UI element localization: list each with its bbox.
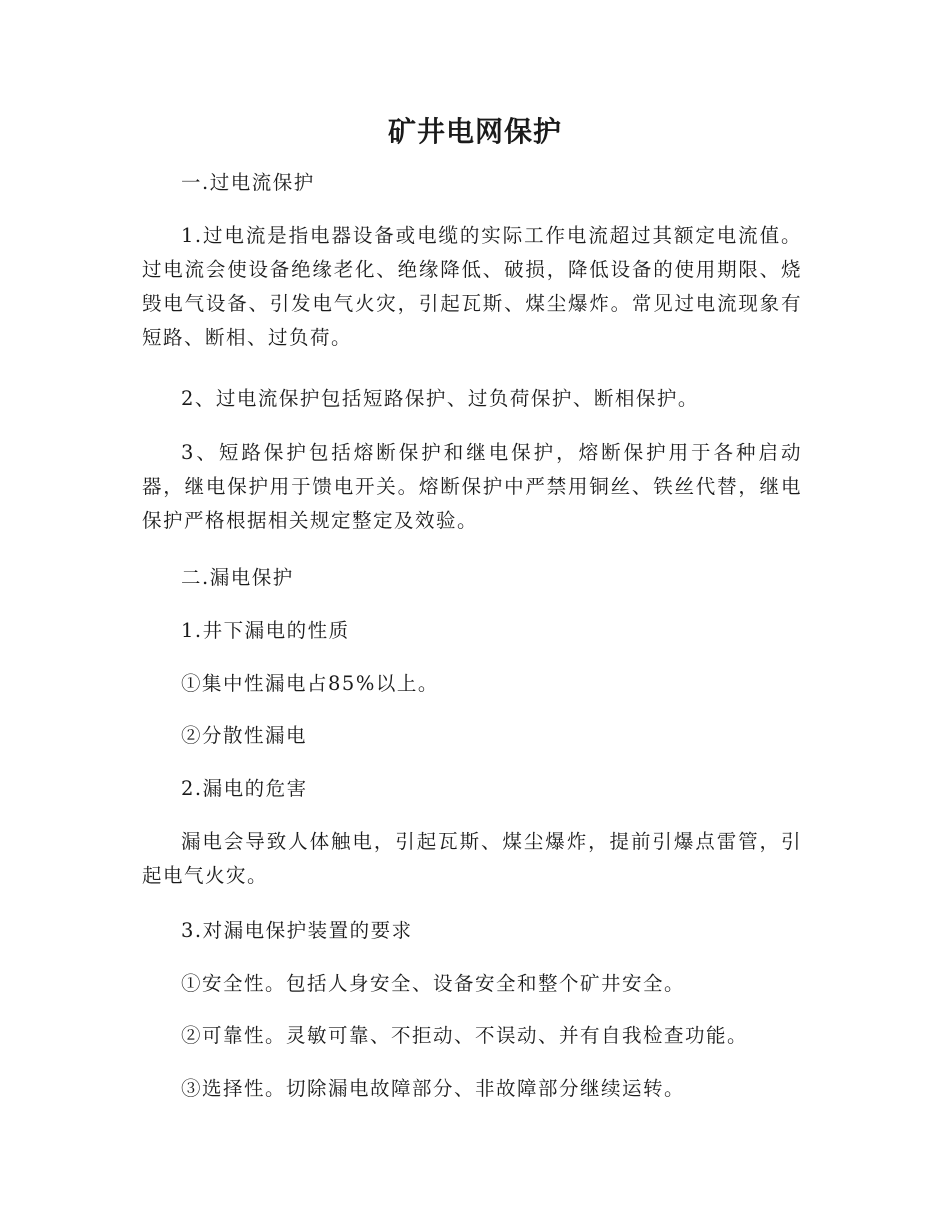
- subheading-protection-requirements: 3.对漏电保护装置的要求: [181, 919, 413, 942]
- list-item-safety: ①安全性。包括人身安全、设备安全和整个矿井安全。: [181, 972, 686, 995]
- document-title: 矿井电网保护: [387, 115, 562, 148]
- subheading-leakage-nature: 1.井下漏电的性质: [181, 619, 350, 642]
- paragraph-short-circuit-protection: 3、短路保护包括熔断保护和继电保护，熔断保护用于各种启动器，继电保护用于馈电开关。熔断保护中严禁用铜丝、铁丝代替，继电保护严格根据相关规定整定及效验。: [142, 441, 802, 532]
- list-item-selectivity: ③选择性。切除漏电故障部分、非故障部分继续运转。: [181, 1077, 686, 1100]
- paragraph-leakage-hazards: 漏电会导致人体触电，引起瓦斯、煤尘爆炸，提前引爆点雷管，引起电气火灾。: [142, 830, 802, 887]
- list-item-dispersed-leakage: ②分散性漏电: [181, 724, 308, 747]
- list-item-concentrated-leakage: ①集中性漏电占85%以上。: [181, 672, 439, 695]
- section-heading-overcurrent: 一.过电流保护: [181, 171, 315, 194]
- paragraph-overcurrent-protection-types: 2、过电流保护包括短路保护、过负荷保护、断相保护。: [181, 387, 699, 410]
- list-item-reliability: ②可靠性。灵敏可靠、不拒动、不误动、并有自我检查功能。: [181, 1024, 749, 1047]
- paragraph-overcurrent-definition: 1.过电流是指电器设备或电缆的实际工作电流超过其额定电流值。过电流会使设备绝缘老化、绝缘降低、破损，降低设备的使用期限、烧毁电气设备、引发电气火灾，引起瓦斯、煤尘爆炸。常见过电流现象有短路、断相、过负荷。: [142, 224, 802, 349]
- section-heading-leakage: 二.漏电保护: [181, 566, 294, 589]
- subheading-leakage-hazards: 2.漏电的危害: [181, 777, 308, 800]
